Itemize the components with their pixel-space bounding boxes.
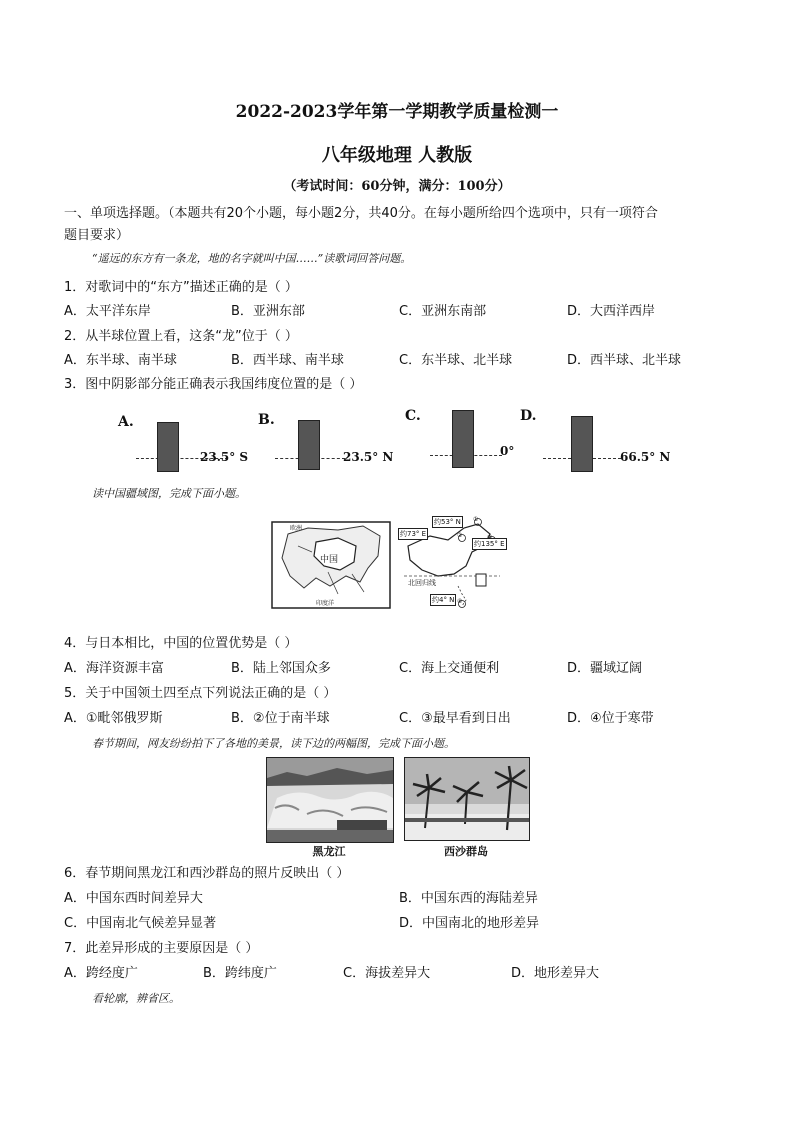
china-territory-map bbox=[268, 516, 520, 612]
q2-option-c[interactable]: C．东半球、北半球 bbox=[399, 353, 513, 368]
photo-heilongjiang bbox=[266, 757, 394, 843]
panel-b-label: 23.5° N bbox=[343, 450, 394, 464]
panel-b-shaded-block bbox=[298, 420, 320, 470]
q6-option-c[interactable]: C．中国南北气候差异显著 bbox=[64, 916, 217, 931]
map-west-point-label: 约73° E bbox=[400, 530, 427, 538]
palm-beach-svg bbox=[405, 758, 529, 840]
q6-option-a[interactable]: A．中国东西时间差异大 bbox=[64, 891, 203, 906]
panel-a-shaded-block bbox=[157, 422, 179, 472]
q5-option-a[interactable]: A．①毗邻俄罗斯 bbox=[64, 711, 163, 726]
caption-xisha: 西沙群岛 bbox=[444, 845, 488, 858]
map-south-point-label: 约4° N bbox=[432, 596, 455, 604]
panel-a-label: 23.5° S bbox=[200, 450, 249, 464]
question-2: 2．从半球位置上看，这条“龙”位于（ ） bbox=[64, 329, 298, 344]
exam-subtitle: 八年级地理 人教版 bbox=[321, 145, 473, 166]
q7-option-a[interactable]: A．跨经度广 bbox=[64, 966, 138, 981]
china-map-svg bbox=[268, 516, 520, 612]
question-5: 5．关于中国领土四至点下列说法正确的是（ ） bbox=[64, 686, 337, 701]
map-tropic-label: 北回归线 bbox=[408, 579, 436, 587]
q7-option-b[interactable]: B．跨纬度广 bbox=[203, 966, 277, 981]
panel-d-shaded-block bbox=[571, 416, 593, 472]
panel-c-shaded-block bbox=[452, 410, 474, 468]
intro-map: 读中国疆域图，完成下面小题。 bbox=[92, 487, 246, 500]
section-heading-line2: 题目要求） bbox=[64, 228, 130, 243]
q4-option-a[interactable]: A．海洋资源丰富 bbox=[64, 661, 164, 676]
q2-option-d[interactable]: D．西半球、北半球 bbox=[567, 353, 682, 368]
exam-title: 2022-2023学年第一学期教学质量检测一 bbox=[235, 102, 559, 122]
map-china-label: 中国 bbox=[320, 555, 339, 565]
q5-option-d[interactable]: D．④位于寒带 bbox=[567, 711, 654, 726]
q5-option-c[interactable]: C．③最早看到日出 bbox=[399, 711, 511, 726]
photo-xisha bbox=[404, 757, 530, 841]
caption-heilongjiang: 黑龙江 bbox=[312, 845, 346, 858]
section-heading-line1: 一、单项选择题。（本题共有20个小题，每小题2分，共40分。在每小题所给四个选项中，只有一项符合 bbox=[64, 206, 658, 221]
exam-info: （考试时间：60分钟，满分：100分） bbox=[283, 179, 511, 194]
q7-option-d[interactable]: D．地形差异大 bbox=[511, 966, 600, 981]
map-ocean-label: 印度洋 bbox=[316, 600, 335, 607]
q6-option-d[interactable]: D．中国南北的地形差异 bbox=[399, 916, 540, 931]
panel-c-label: 0° bbox=[500, 444, 515, 458]
panel-b-letter[interactable]: B. bbox=[258, 412, 275, 428]
snow-scene-svg bbox=[267, 758, 393, 842]
marker-3: ③ bbox=[487, 534, 493, 541]
panel-d-letter[interactable]: D. bbox=[520, 408, 537, 424]
q4-option-c[interactable]: C．海上交通便利 bbox=[399, 661, 500, 676]
q1-option-b[interactable]: B．亚洲东部 bbox=[231, 304, 305, 319]
panel-a-letter[interactable]: A. bbox=[118, 414, 134, 430]
map-east-point-label: 约135° E bbox=[474, 540, 505, 548]
intro-song: “遥远的东方有一条龙，地的名字就叫中国……”读歌词回答问题。 bbox=[92, 252, 412, 265]
marker-4: ④ bbox=[457, 598, 463, 605]
latitude-figure bbox=[100, 400, 700, 475]
question-1: 1．对歌词中的“东方”描述正确的是（ ） bbox=[64, 280, 298, 295]
marker-2: ② bbox=[457, 532, 463, 539]
q7-option-c[interactable]: C．海拔差异大 bbox=[343, 966, 431, 981]
q6-option-b[interactable]: B．中国东西的海陆差异 bbox=[399, 891, 538, 906]
question-4: 4．与日本相比，中国的位置优势是（ ） bbox=[64, 636, 298, 651]
q4-option-d[interactable]: D．疆域辽阔 bbox=[567, 661, 643, 676]
map-north-point-label: 约53° N bbox=[434, 518, 461, 526]
marker-1: ① bbox=[473, 516, 479, 523]
map-top-label: 欧洲 bbox=[290, 525, 303, 532]
panel-d-label: 66.5° N bbox=[620, 450, 671, 464]
q1-option-a[interactable]: A．太平洋东岸 bbox=[64, 304, 151, 319]
q1-option-c[interactable]: C．亚洲东南部 bbox=[399, 304, 487, 319]
intro-provinces: 看轮廓，辨省区。 bbox=[92, 992, 180, 1005]
question-6: 6．春节期间黑龙江和西沙群岛的照片反映出（ ） bbox=[64, 866, 350, 881]
question-3: 3．图中阴影部分能正确表示我国纬度位置的是（ ） bbox=[64, 377, 363, 392]
q5-option-b[interactable]: B．②位于南半球 bbox=[231, 711, 330, 726]
section-heading bbox=[64, 202, 658, 221]
q2-option-a[interactable]: A．东半球、南半球 bbox=[64, 353, 177, 368]
q1-option-d[interactable]: D．大西洋西岸 bbox=[567, 304, 656, 319]
q2-option-b[interactable]: B．西半球、南半球 bbox=[231, 353, 344, 368]
q4-option-b[interactable]: B．陆上邻国众多 bbox=[231, 661, 331, 676]
question-7: 7．此差异形成的主要原因是（ ） bbox=[64, 941, 259, 956]
intro-photos: 春节期间，网友纷纷拍下了各地的美景，读下边的两幅图，完成下面小题。 bbox=[92, 737, 455, 750]
panel-c-letter[interactable]: C. bbox=[405, 408, 421, 424]
